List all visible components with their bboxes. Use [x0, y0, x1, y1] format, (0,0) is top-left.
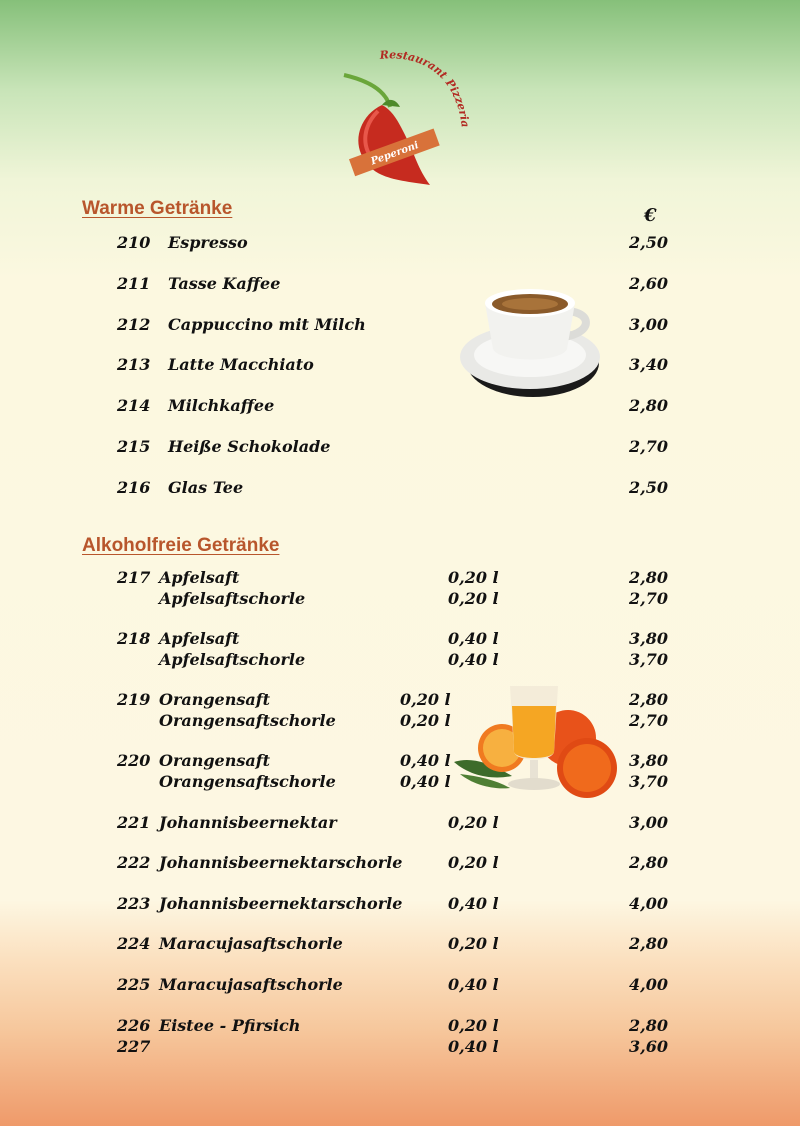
item-number: 213 [117, 355, 151, 374]
item-size: 0,20 l [448, 1016, 499, 1035]
item-price: 2,80 [629, 568, 668, 587]
item-name: Tasse Kaffee [168, 274, 281, 293]
logo-banner-text: Peperoni [369, 140, 421, 168]
item-number: 221 [117, 813, 151, 832]
item-price: 3,70 [629, 772, 668, 791]
item-number: 215 [117, 437, 151, 456]
item-name: Johannisbeernektar [159, 813, 337, 832]
item-price: 3,80 [629, 751, 668, 770]
section-title-warm: Warme Getränke [82, 198, 233, 219]
item-price: 3,80 [629, 629, 668, 648]
item-number: 216 [117, 478, 151, 497]
item-number: 218 [117, 629, 151, 648]
item-price: 2,50 [629, 233, 668, 252]
item-name: Apfelsaft [159, 568, 240, 587]
item-size: 0,20 l [448, 934, 499, 953]
item-price: 2,70 [629, 589, 668, 608]
item-size: 0,40 l [448, 894, 499, 913]
item-number: 211 [117, 274, 151, 293]
item-size: 0,40 l [448, 629, 499, 648]
item-size: 0,20 l [400, 711, 451, 730]
item-size: 0,40 l [400, 751, 451, 770]
item-size: 0,40 l [400, 772, 451, 791]
item-name: Milchkaffee [168, 396, 275, 415]
item-price: 2,60 [629, 274, 668, 293]
item-name: Cappuccino mit Milch [168, 315, 366, 334]
item-number: 214 [117, 396, 151, 415]
item-size: 0,20 l [448, 589, 499, 608]
coffee-cup-image [455, 275, 605, 405]
item-name: Apfelsaft [159, 629, 240, 648]
item-price: 4,00 [629, 894, 668, 913]
item-number: 226 [117, 1016, 151, 1035]
item-name: Orangensaft [159, 751, 271, 770]
item-price: 2,80 [629, 690, 668, 709]
item-number: 225 [117, 975, 151, 994]
item-name: Orangensaftschorle [159, 772, 336, 791]
chili-pepper-icon [330, 45, 480, 190]
item-number: 223 [117, 894, 151, 913]
item-price: 2,50 [629, 478, 668, 497]
item-size: 0,20 l [448, 853, 499, 872]
item-name: Heiße Schokolade [168, 437, 331, 456]
item-size: 0,40 l [448, 1037, 499, 1056]
item-price: 2,70 [629, 711, 668, 730]
item-number: 222 [117, 853, 151, 872]
item-price: 3,40 [629, 355, 668, 374]
item-name: Apfelsaftschorle [159, 589, 306, 608]
item-size: 0,40 l [448, 975, 499, 994]
item-name: Johannisbeernektarschorle [159, 894, 403, 913]
item-size: 0,20 l [400, 690, 451, 709]
item-price: 2,80 [629, 1016, 668, 1035]
logo-arc-text: Restaurant Pizzeria [379, 48, 472, 129]
item-number: 219 [117, 690, 151, 709]
item-name: Espresso [168, 233, 248, 252]
item-price: 3,00 [629, 315, 668, 334]
item-name: Glas Tee [168, 478, 244, 497]
item-name: Orangensaft [159, 690, 271, 709]
item-name: Apfelsaftschorle [159, 650, 306, 669]
item-name: Maracujasaftschorle [159, 975, 343, 994]
orange-juice-image [452, 680, 622, 800]
item-number: 224 [117, 934, 151, 953]
item-price: 4,00 [629, 975, 668, 994]
item-price: 2,80 [629, 396, 668, 415]
item-name: Maracujasaftschorle [159, 934, 343, 953]
item-number: 210 [117, 233, 151, 252]
item-number: 217 [117, 568, 151, 587]
section-title-cold: Alkoholfreie Getränke [82, 535, 280, 556]
item-price: 3,70 [629, 650, 668, 669]
item-number: 220 [117, 751, 151, 770]
item-name: Johannisbeernektarschorle [159, 853, 403, 872]
item-price: 2,80 [629, 853, 668, 872]
restaurant-logo [330, 45, 480, 190]
item-name: Orangensaftschorle [159, 711, 336, 730]
item-size: 0,20 l [448, 568, 499, 587]
currency-symbol: € [644, 205, 657, 226]
item-price: 3,00 [629, 813, 668, 832]
item-price: 2,70 [629, 437, 668, 456]
item-number: 212 [117, 315, 151, 334]
item-price: 3,60 [629, 1037, 668, 1056]
item-name: Latte Macchiato [168, 355, 314, 374]
item-size: 0,40 l [448, 650, 499, 669]
item-name: Eistee - Pfirsich [159, 1016, 301, 1035]
item-size: 0,20 l [448, 813, 499, 832]
item-number: 227 [117, 1037, 151, 1056]
item-price: 2,80 [629, 934, 668, 953]
